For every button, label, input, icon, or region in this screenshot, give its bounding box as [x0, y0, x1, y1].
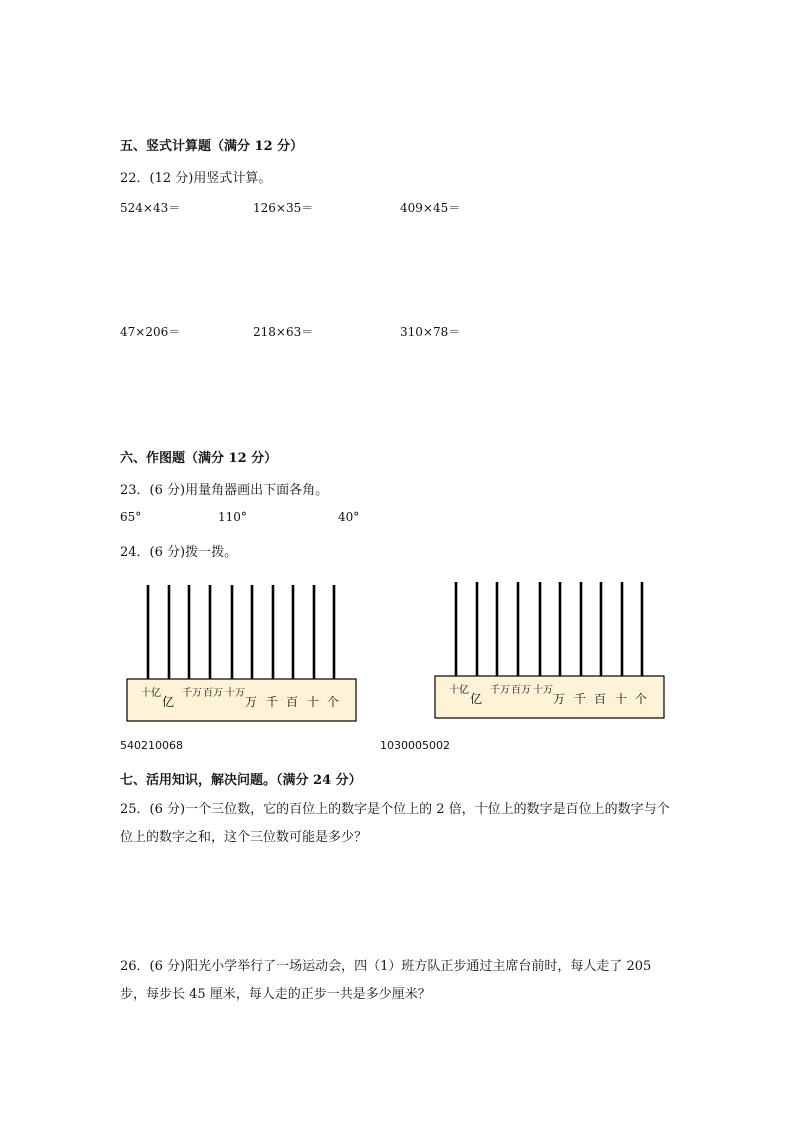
- place-label-hundred-million: 亿: [470, 692, 483, 706]
- abacus-left-number: 540210068: [120, 739, 183, 752]
- abacus-right-number: 1030005002: [380, 739, 450, 752]
- place-label-hundred-thousand: 十万: [225, 688, 245, 699]
- place-label-hundred-million: 亿: [162, 695, 175, 709]
- place-label-ten: 十: [307, 695, 320, 709]
- question-25: 25．(6 分)一个三位数，它的百位上的数字是个位上的 2 倍，十位上的数字是百位上的数字与个位上的数字之和，这个三位数可能是多少？: [120, 802, 670, 845]
- section5-heading: 五、竖式计算题（满分 12 分）: [120, 139, 304, 154]
- calc-item: 524×43＝: [120, 201, 181, 215]
- place-label-million: 百万: [511, 685, 531, 696]
- question-22: 22．(12 分)用竖式计算。: [120, 171, 272, 186]
- abacus-left: [126, 585, 358, 723]
- place-label-thousand: 千: [266, 695, 279, 709]
- calc-item: 126×35＝: [253, 201, 314, 215]
- place-label-one: 个: [635, 692, 648, 706]
- calc-item: 409×45＝: [400, 201, 461, 215]
- place-label-ten: 十: [615, 692, 628, 706]
- place-label-hundred-thousand: 十万: [533, 685, 553, 696]
- place-label-ten-billion: 十亿: [141, 688, 161, 699]
- calc-item: 218×63＝: [253, 325, 314, 339]
- section6-heading: 六、作图题（满分 12 分）: [120, 451, 278, 466]
- place-label-ten-million: 千万: [182, 688, 202, 699]
- section7-heading: 七、活用知识，解决问题。（满分 24 分）: [120, 773, 362, 788]
- question-23: 23．(6 分)用量角器画出下面各角。: [120, 483, 329, 498]
- place-label-million: 百万: [203, 688, 223, 699]
- place-label-ten-million: 千万: [490, 685, 510, 696]
- place-label-thousand: 千: [574, 692, 587, 706]
- angle-110: 110°: [218, 510, 247, 524]
- abacus-right: [434, 582, 666, 720]
- place-label-ten-thousand: 万: [245, 695, 258, 709]
- place-label-hundred: 百: [594, 692, 607, 706]
- angle-65: 65°: [120, 510, 142, 524]
- place-label-ten-thousand: 万: [553, 692, 566, 706]
- question-24: 24．(6 分)拨一拨。: [120, 545, 238, 560]
- question-26: 26．(6 分)阳光小学举行了一场运动会，四（1）班方队正步通过主席台前时，每人走了 205 步，每步长 45 厘米，每人走的正步一共是多少厘米？: [120, 959, 652, 1002]
- calc-item: 47×206＝: [120, 325, 181, 339]
- abacus-left-svg: [126, 585, 358, 723]
- place-label-hundred: 百: [286, 695, 299, 709]
- abacus-right-svg: [434, 582, 666, 720]
- place-label-one: 个: [327, 695, 340, 709]
- place-label-ten-billion: 十亿: [449, 685, 469, 696]
- calc-item: 310×78＝: [400, 325, 461, 339]
- angle-40: 40°: [338, 510, 360, 524]
